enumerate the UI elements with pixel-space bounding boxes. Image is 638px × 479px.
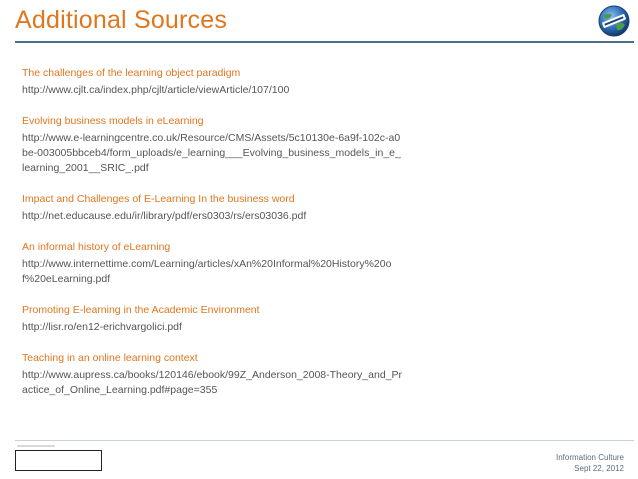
source-item	[22, 114, 402, 176]
source-url[interactable]: http://net.educause.edu/ir/library/pdf/ers0303/rs/ers03036.pdf	[22, 210, 307, 222]
sources-list	[22, 66, 402, 414]
source-url[interactable]: http://www.cjlt.ca/index.php/cjlt/article/viewArticle/107/100	[22, 84, 290, 96]
source-url[interactable]: http://www.e-learningcentre.co.uk/Resource/CMS/Assets/5c10130e-6a9f-102c-a0be-003005bbceb4/form_uploads/e_learning___Evolving_business_models_in_e_learning_2001__SRIC_.pdf	[22, 132, 401, 174]
source-url[interactable]: http://lisr.ro/en12-erichvargolici.pdf	[22, 321, 182, 333]
source-title: Teaching in an online learning context	[22, 352, 198, 364]
source-url[interactable]: http://www.internettime.com/Learning/articles/xAn%20Informal%20History%20of%20eLearning.pdf	[22, 258, 392, 285]
source-item	[22, 303, 402, 335]
source-title: Evolving business models in eLearning	[22, 115, 204, 127]
source-item	[22, 240, 402, 287]
source-title: An informal history of eLearning	[22, 241, 171, 253]
source-url[interactable]: http://www.aupress.ca/books/120146/ebook/99Z_Anderson_2008-Theory_and_Practice_of_Online_Learning.pdf#page=355	[22, 369, 402, 396]
source-item	[22, 192, 402, 224]
source-title: The challenges of the learning object paradigm	[22, 67, 241, 79]
source-item	[22, 351, 402, 398]
footer-box	[15, 450, 102, 471]
title-divider	[15, 41, 634, 43]
footer-decoration	[17, 445, 55, 447]
footer-info	[556, 452, 624, 474]
footer-line-1: Information Culture	[555, 453, 624, 462]
footer-divider	[15, 440, 634, 441]
footer-line-2: Sept 22, 2012	[574, 464, 624, 473]
source-item	[22, 66, 402, 98]
page-title: Additional Sources	[15, 6, 228, 34]
source-title: Promoting E-learning in the Academic Environment	[22, 304, 260, 316]
globe-logo-icon	[597, 4, 631, 38]
source-title: Impact and Challenges of E-Learning In the business word	[22, 193, 295, 205]
